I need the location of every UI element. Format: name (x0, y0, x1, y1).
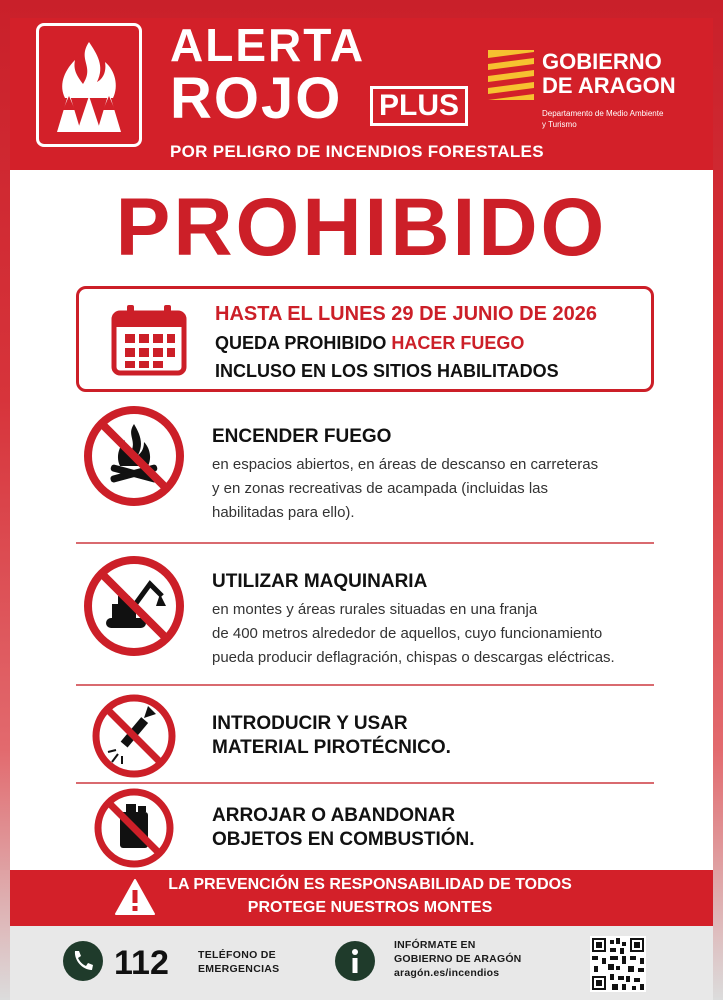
item-desc-line: pueda producir deflagración, chispas o descargas eléctricas. (212, 649, 615, 666)
prevention-message: LA PREVENCIÓN ES RESPONSABILIDAD DE TODOS (168, 876, 572, 893)
no-fireworks-icon (90, 692, 178, 780)
warning-icon (114, 878, 156, 916)
fire-forest-icon (47, 36, 131, 136)
item-desc-line: en montes y áreas rurales situadas en una franja (212, 601, 538, 618)
no-machinery-icon (82, 554, 186, 658)
info-line: INFÓRMATE EN (394, 939, 476, 951)
plus-badge: PLUS (370, 86, 468, 126)
prevention-banner (10, 870, 713, 926)
aragon-flag-icon (488, 50, 534, 100)
notice-prohibition (215, 333, 524, 354)
item-title-machinery: UTILIZAR MAQUINARIA (212, 571, 428, 592)
no-jerrycan-icon (92, 788, 176, 868)
divider (76, 782, 654, 784)
no-fire-icon (82, 404, 186, 508)
item-desc-line: habilitadas para ello). (212, 504, 355, 521)
alert-subtitle: POR PELIGRO DE INCENDIOS FORESTALES (170, 142, 544, 161)
emergency-label-line: TELÉFONO DE (198, 949, 276, 961)
item-title-fireworks (212, 712, 451, 760)
alert-word: ALERTA (170, 19, 366, 71)
gov-line-2: DE ARAGON (542, 73, 676, 98)
item-title-line: OBJETOS EN COMBUSTIÓN. (212, 829, 475, 850)
phone-icon (62, 940, 104, 982)
info-icon (334, 940, 376, 982)
notice-prohibition-text: QUEDA PROHIBIDO (215, 333, 392, 353)
qr-code-icon[interactable] (590, 936, 646, 992)
main-title: PROHIBIDO (115, 182, 608, 273)
item-title-line: INTRODUCIR Y USAR (212, 713, 408, 734)
divider (76, 684, 654, 686)
item-title-line: ARROJAR O ABANDONAR (212, 805, 456, 826)
item-title-combustion (212, 804, 475, 852)
notice-prohibition-highlight: HACER FUEGO (391, 333, 525, 353)
item-title-line: MATERIAL PIROTÉCNICO. (212, 737, 451, 758)
poster-header (10, 18, 713, 170)
department-name (542, 108, 682, 130)
item-desc-line: de 400 metros alrededor de aquellos, cuyo funcionamiento (212, 625, 603, 642)
item-desc-machinery (212, 598, 662, 670)
protect-message: PROTEGE NUESTROS MONTES (247, 899, 493, 916)
notice-box (76, 286, 654, 392)
notice-date: HASTA EL LUNES 29 DE JUNIO DE 2026 (215, 303, 597, 325)
dept-line-1: Departamento de Medio Ambiente (542, 109, 664, 118)
divider (76, 542, 654, 544)
item-desc-line: y en zonas recreativas de acampada (incluidas las (212, 480, 549, 497)
emergency-label (198, 948, 279, 976)
item-desc-fire (212, 453, 662, 525)
government-name (542, 50, 676, 98)
notice-scope: INCLUSO EN LOS SITIOS HABILITADOS (215, 361, 559, 381)
contact-strip (10, 926, 713, 1000)
emergency-label-line: EMERGENCIAS (198, 963, 280, 975)
gov-line-1: GOBIERNO (542, 49, 662, 74)
fire-logo (36, 23, 142, 147)
info-url: aragón.es/incendios (394, 967, 500, 979)
info-text (394, 938, 521, 980)
alert-poster (10, 18, 713, 1000)
alert-level: ROJO (170, 66, 343, 131)
dept-line-2: y Turismo (542, 120, 577, 129)
item-title-fire: ENCENDER FUEGO (212, 426, 392, 447)
emergency-number: 112 (114, 944, 169, 982)
info-line: GOBIERNO DE ARAGÓN (394, 953, 522, 965)
item-desc-line: en espacios abiertos, en áreas de descanso en carreteras (212, 456, 599, 473)
calendar-icon (111, 303, 187, 377)
